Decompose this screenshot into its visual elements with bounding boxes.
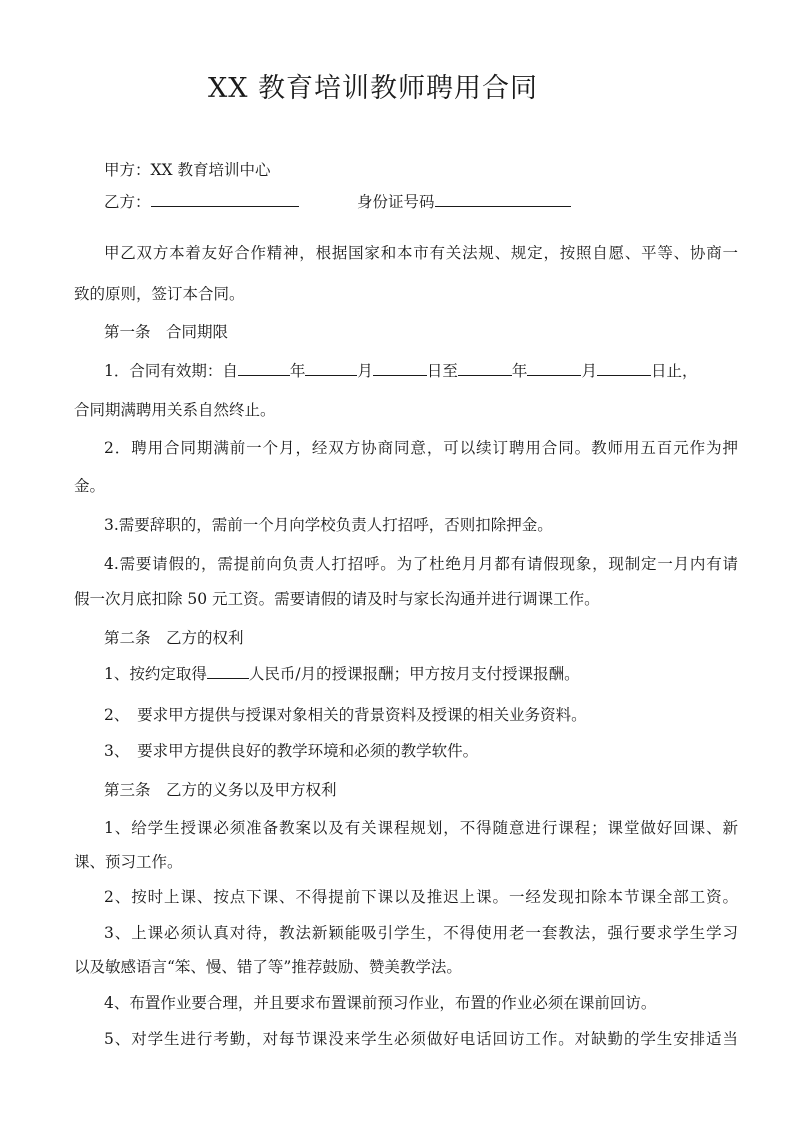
article-1-resign: 3.需要辞职的，需前一个月向学校负责人打招呼，否则扣除押金。 — [104, 516, 553, 534]
article-3-item-3-line-2: 以及敏感语言“笨、慢、错了等”推荐鼓励、赞美教学法。 — [74, 958, 462, 976]
article-3-item-1-line-2: 课、预习工作。 — [74, 853, 183, 871]
start-month-label: 月 — [357, 362, 373, 380]
article-1-leave-line-2: 假一次月底扣除 50 元工资。需要请假的请及时与家长沟通并进行调课工作。 — [74, 590, 600, 608]
pay-lead: 1、按约定取得 — [104, 665, 207, 683]
start-month-blank[interactable] — [305, 361, 357, 376]
article-3-item-3-line-1: 3、上课必须认真对待，教法新颖能吸引学生，不得使用老一套教法，强行要求学生学习 — [104, 924, 738, 942]
article-2-title: 第二条 乙方的权利 — [104, 629, 244, 647]
article-1-term-line — [104, 361, 697, 381]
start-year-label: 年 — [289, 362, 306, 380]
article-3-title: 第三条 乙方的义务以及甲方权利 — [104, 781, 337, 799]
article-3-item-4: 4、布置作业要合理，并且要求布置课前预习作业，布置的作业必须在课前回访。 — [104, 994, 657, 1012]
article-3-item-1-line-1: 1、给学生授课必须准备教案以及有关课程规划，不得随意进行课程；课堂做好回课、新 — [104, 819, 738, 837]
article-1-term-line-2: 合同期满聘用关系自然终止。 — [74, 401, 276, 419]
article-1-renewal-line-2: 金。 — [74, 477, 106, 495]
article-2-item-2: 2、 要求甲方提供与授课对象相关的背景资料及授课的相关业务资料。 — [104, 706, 587, 724]
end-month-blank[interactable] — [527, 361, 581, 376]
start-day-blank[interactable] — [373, 361, 427, 376]
article-1-leave-line-1: 4.需要请假的，需提前向负责人打招呼。为了杜绝月月都有请假现象，现制定一月内有请 — [104, 555, 738, 573]
intro-line-1: 甲乙双方本着友好合作精神，根据国家和本市有关法规、规定，按照自愿、平等、协商一 — [104, 244, 738, 262]
end-month-label: 月 — [581, 362, 597, 380]
pay-tail: 人民币/月的授课报酬；甲方按月支付授课报酬。 — [248, 665, 580, 683]
term-lead: 1．合同有效期：自 — [104, 362, 238, 380]
end-year-label: 年 — [511, 362, 528, 380]
start-year-blank[interactable] — [238, 361, 290, 376]
end-day-blank[interactable] — [597, 361, 651, 376]
start-day-label: 日至 — [426, 362, 458, 380]
document-title: XX 教育培训教师聘用合同 — [208, 73, 539, 104]
party-b-label: 乙方： — [104, 193, 151, 211]
article-1-renewal-line-1: 2．聘用合同期满前一个月，经双方协商同意，可以续订聘用合同。教师用五百元作为押 — [104, 439, 738, 457]
id-number-line — [357, 192, 571, 212]
id-number-label: 身份证号码 — [357, 193, 435, 211]
party-b-name-blank[interactable] — [151, 192, 299, 207]
article-3-item-5-line-1: 5、对学生进行考勤，对每节课没来学生必须做好电话回访工作。对缺勤的学生安排适当 — [104, 1030, 738, 1048]
end-year-blank[interactable] — [458, 361, 512, 376]
article-2-item-3: 3、 要求甲方提供良好的教学环境和必须的教学软件。 — [104, 742, 479, 760]
pay-amount-blank[interactable] — [207, 664, 249, 679]
party-b-line — [104, 192, 299, 212]
intro-line-2: 致的原则，签订本合同。 — [74, 285, 245, 303]
article-3-item-2: 2、按时上课、按点下课、不得提前下课以及推迟上课。一经发现扣除本节课全部工资。 — [104, 888, 738, 906]
party-a-line: 甲方：XX 教育培训中心 — [104, 161, 271, 179]
article-1-title: 第一条 合同期限 — [104, 323, 229, 341]
id-number-blank[interactable] — [435, 192, 571, 207]
term-end: 日止， — [650, 362, 698, 380]
article-2-item-1 — [104, 664, 580, 684]
